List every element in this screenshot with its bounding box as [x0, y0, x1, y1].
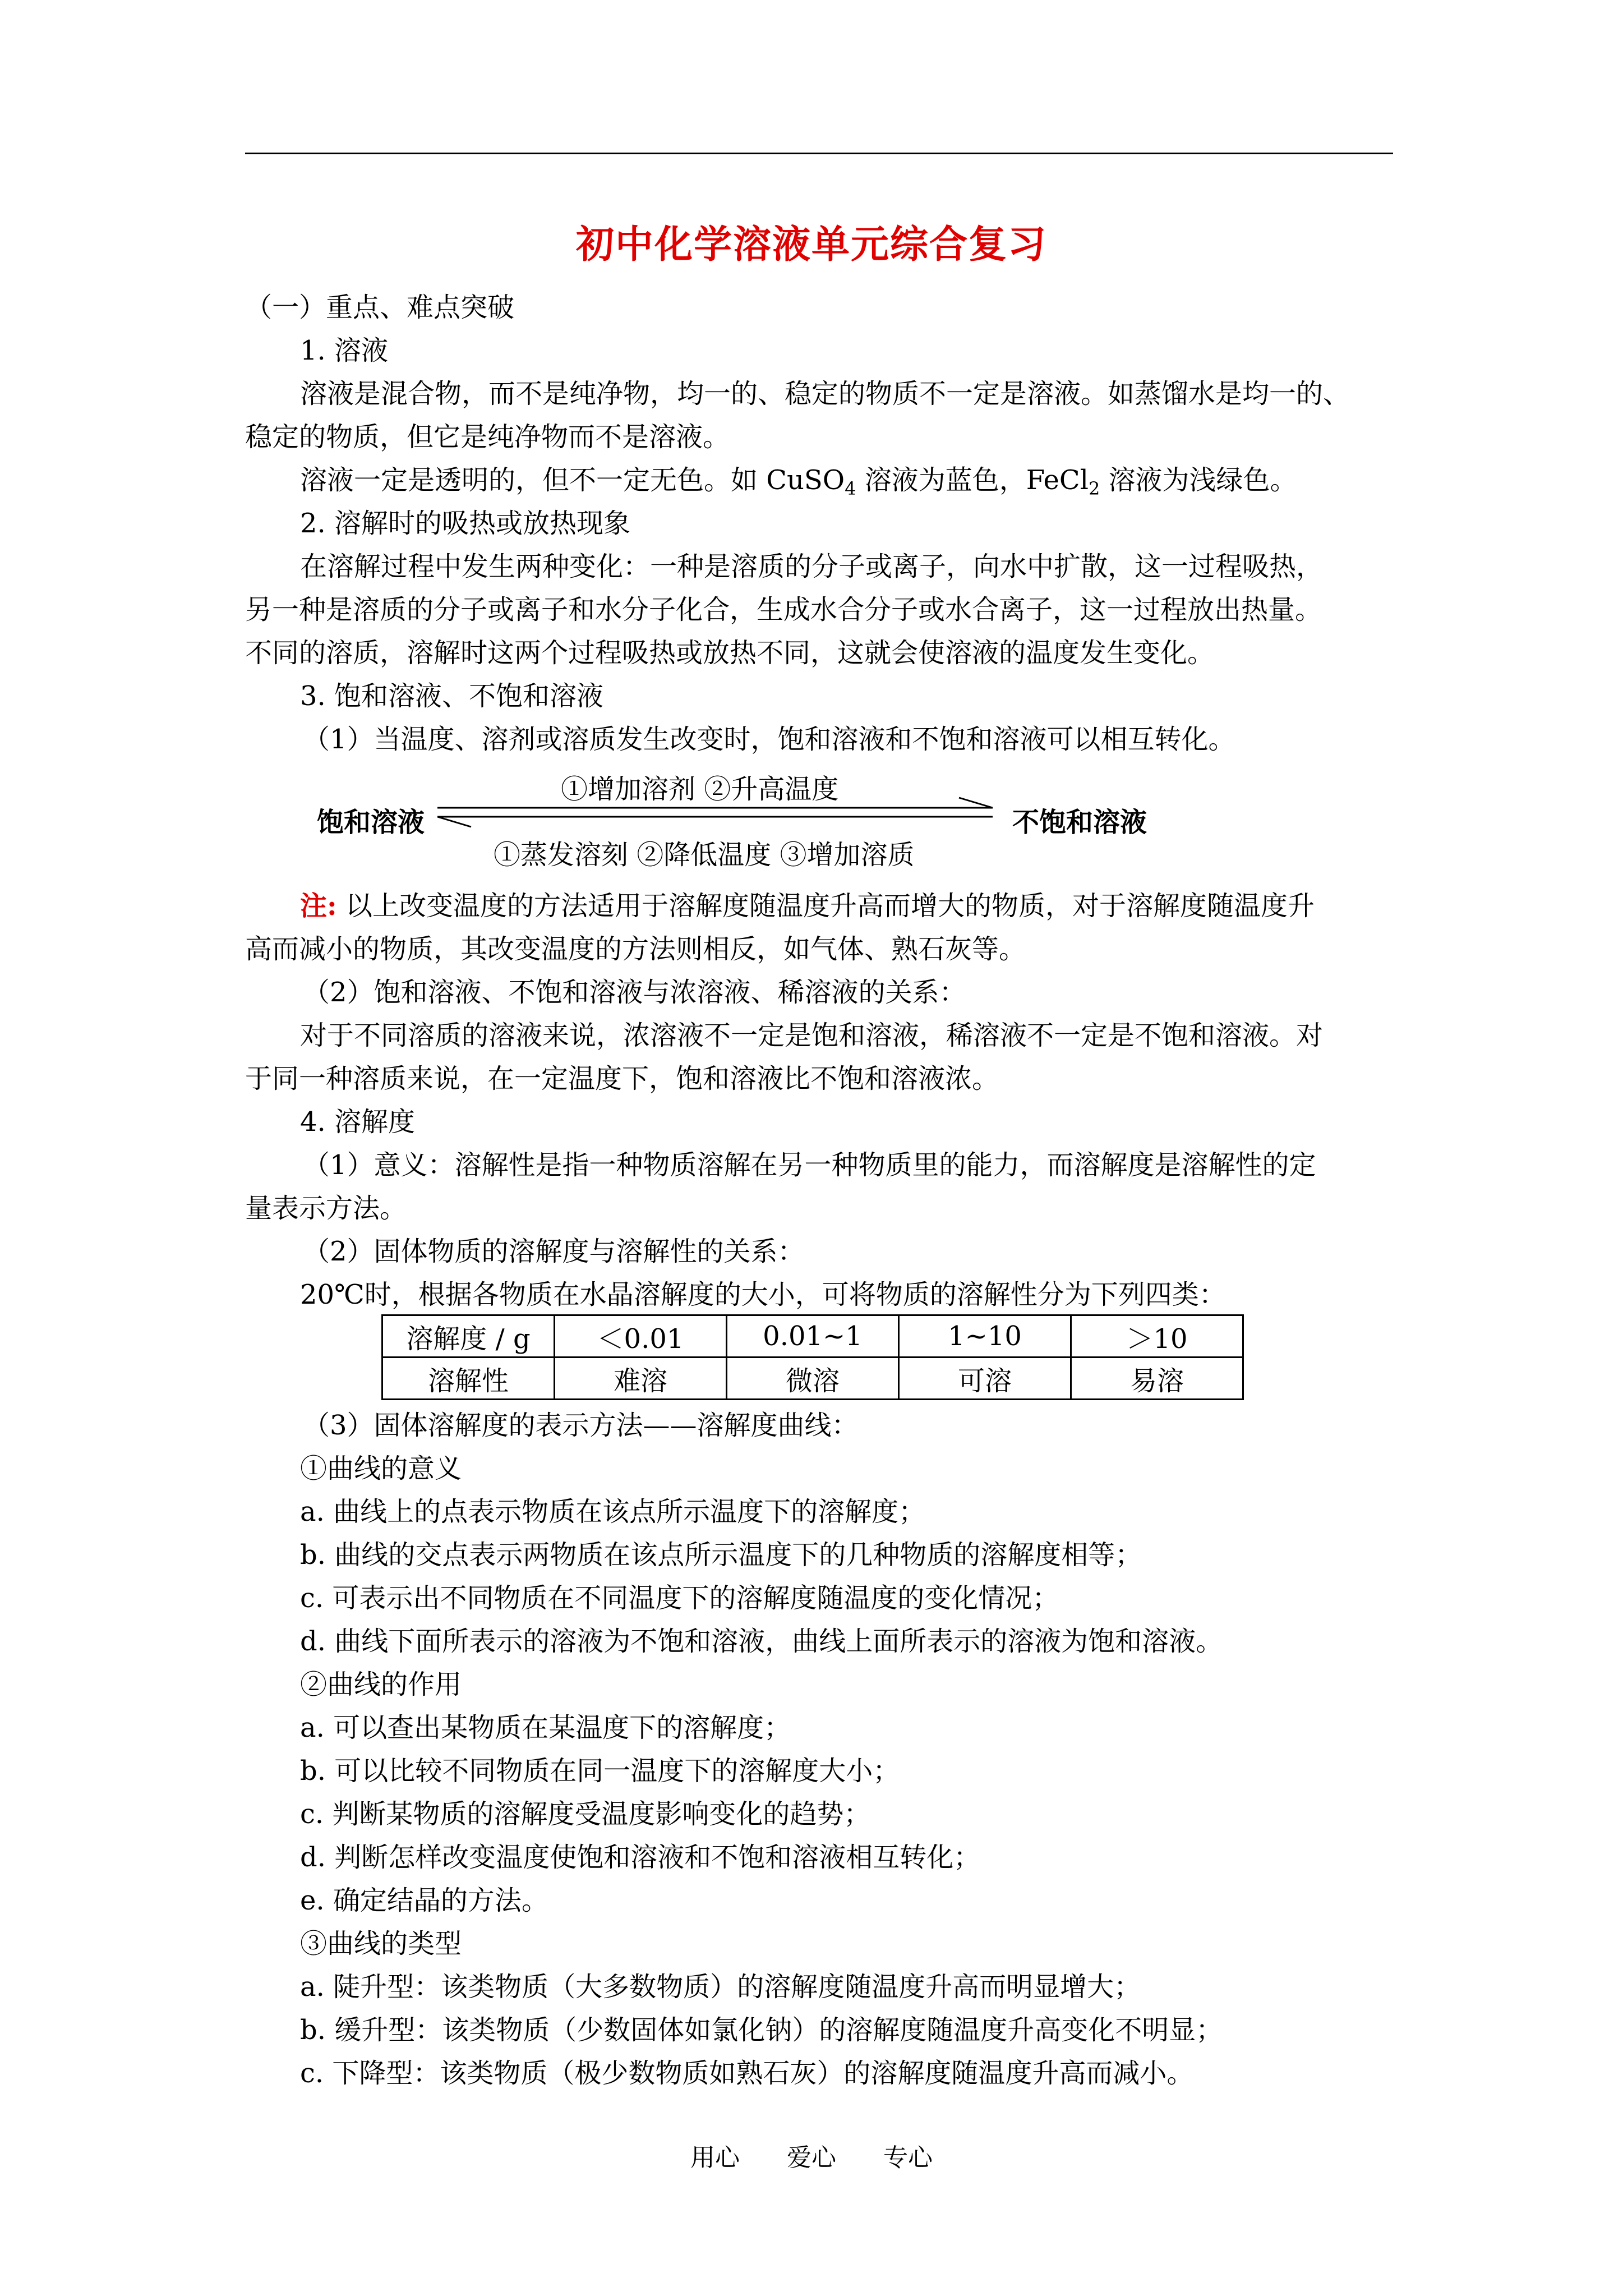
- list-item: a. 曲线上的点表示物质在该点所示温度下的溶解度；: [300, 1496, 926, 1527]
- paragraph: 20℃时，根据各物质在水晶溶解度的大小，可将物质的溶解性分为下列四类：: [300, 1279, 1226, 1310]
- paragraph: 量表示方法。: [245, 1193, 407, 1224]
- table-cell: 难溶: [555, 1358, 727, 1400]
- reverse-conditions: ①蒸发溶刻 ②降低温度 ③增加溶质: [494, 839, 915, 871]
- unsaturated-solution-label: 不饱和溶液: [1012, 807, 1147, 838]
- table-cell: 溶解性: [382, 1358, 555, 1400]
- table-cell: 0.01~1: [727, 1315, 899, 1358]
- list-heading: ③曲线的类型: [300, 1928, 462, 1959]
- table-cell: 可溶: [899, 1358, 1071, 1400]
- subsection-heading-2: 2. 溶解时的吸热或放热现象: [300, 508, 631, 539]
- double-arrow-icon: [432, 795, 1004, 829]
- paragraph: （3）固体溶解度的表示方法——溶解度曲线：: [303, 1410, 859, 1441]
- paragraph: 于同一种溶质来说，在一定温度下，饱和溶液比不饱和溶液浓。: [245, 1063, 999, 1094]
- subsection-heading-1: 1. 溶液: [300, 335, 389, 366]
- note-paragraph: 注: 以上改变温度的方法适用于溶解度随温度升高而增大的物质，对于溶解度随温度升: [300, 890, 1315, 922]
- list-heading: ①曲线的意义: [300, 1453, 462, 1484]
- list-item: a. 可以查出某物质在某温度下的溶解度；: [300, 1712, 791, 1743]
- header-rule: [245, 153, 1393, 154]
- table-cell: ＞10: [1071, 1315, 1243, 1358]
- list-item: e. 确定结晶的方法。: [300, 1885, 548, 1916]
- paragraph: （1）当温度、溶剂或溶质发生改变时，饱和溶液和不饱和溶液可以相互转化。: [303, 724, 1235, 755]
- table-cell: 1~10: [899, 1315, 1071, 1358]
- list-item: d. 曲线下面所表示的溶液为不饱和溶液，曲线上面所表示的溶液为饱和溶液。: [300, 1626, 1223, 1657]
- list-item: c. 判断某物质的溶解度受温度影响变化的趋势；: [300, 1798, 871, 1830]
- paragraph-formula: 溶液一定是透明的，但不一定无色。如 CuSO$_4$ 溶液为蓝色，FeCl$_2$ 溶液为浅绿色。: [300, 464, 1297, 499]
- paragraph: 溶液是混合物，而不是纯净物，均一的、稳定的物质不一定是溶液。如蒸馏水是均一的、: [300, 378, 1350, 409]
- paragraph: 另一种是溶质的分子或离子和水分子化合，生成水合分子或水合离子，这一过程放出热量。: [245, 594, 1322, 625]
- table-row: [382, 1315, 1243, 1358]
- paragraph: 稳定的物质，但它是纯净物而不是溶液。: [245, 421, 730, 453]
- solubility-table: [381, 1314, 1244, 1400]
- paragraph: （2）饱和溶液、不饱和溶液与浓溶液、稀溶液的关系：: [303, 977, 966, 1008]
- page-footer: 用心 爱心 专心: [690, 2143, 933, 2172]
- paragraph: （2）固体物质的溶解度与溶解性的关系：: [303, 1236, 805, 1267]
- list-item: c. 可表示出不同物质在不同温度下的溶解度随温度的变化情况；: [300, 1582, 1059, 1614]
- subsection-heading-3: 3. 饱和溶液、不饱和溶液: [300, 680, 604, 712]
- paragraph: 在溶解过程中发生两种变化：一种是溶质的分子或离子，向水中扩散，这一过程吸热，: [300, 551, 1324, 582]
- section-heading: （一）重点、难点突破: [245, 292, 515, 323]
- paragraph: 高而减小的物质，其改变温度的方法则相反，如气体、熟石灰等。: [245, 933, 1026, 965]
- saturated-solution-label: 饱和溶液: [317, 807, 425, 838]
- note-label: 注:: [300, 890, 337, 922]
- list-item: d. 判断怎样改变温度使饱和溶液和不饱和溶液相互转化；: [300, 1842, 981, 1873]
- table-row: [382, 1358, 1243, 1400]
- page-title: 初中化学溶液单元综合复习: [575, 222, 1047, 267]
- forward-conditions: ①增加溶剂 ②升高温度: [561, 774, 839, 805]
- table-cell: 溶解度 / g: [382, 1315, 555, 1358]
- table-cell: ＜0.01: [555, 1315, 727, 1358]
- subsection-heading-4: 4. 溶解度: [300, 1106, 416, 1138]
- list-item: b. 曲线的交点表示两物质在该点所示温度下的几种物质的溶解度相等；: [300, 1539, 1142, 1571]
- paragraph: 对于不同溶质的溶液来说，浓溶液不一定是饱和溶液，稀溶液不一定是不饱和溶液。对: [300, 1020, 1324, 1051]
- table-cell: 微溶: [727, 1358, 899, 1400]
- table-cell: 易溶: [1071, 1358, 1243, 1400]
- list-item: b. 缓升型：该类物质（少数固体如氯化钠）的溶解度随温度升高变化不明显；: [300, 2014, 1223, 2046]
- list-item: c. 下降型：该类物质（极少数物质如熟石灰）的溶解度随温度升高而减小。: [300, 2058, 1194, 2089]
- list-heading: ②曲线的作用: [300, 1669, 462, 1700]
- paragraph: （1）意义：溶解性是指一种物质溶解在另一种物质里的能力，而溶解度是溶解性的定: [303, 1149, 1316, 1181]
- paragraph: 不同的溶质，溶解时这两个过程吸热或放热不同，这就会使溶液的温度发生变化。: [245, 637, 1215, 669]
- list-item: b. 可以比较不同物质在同一温度下的溶解度大小；: [300, 1755, 900, 1787]
- list-item: a. 陡升型：该类物质（大多数物质）的溶解度随温度升高而明显增大；: [300, 1971, 1141, 2003]
